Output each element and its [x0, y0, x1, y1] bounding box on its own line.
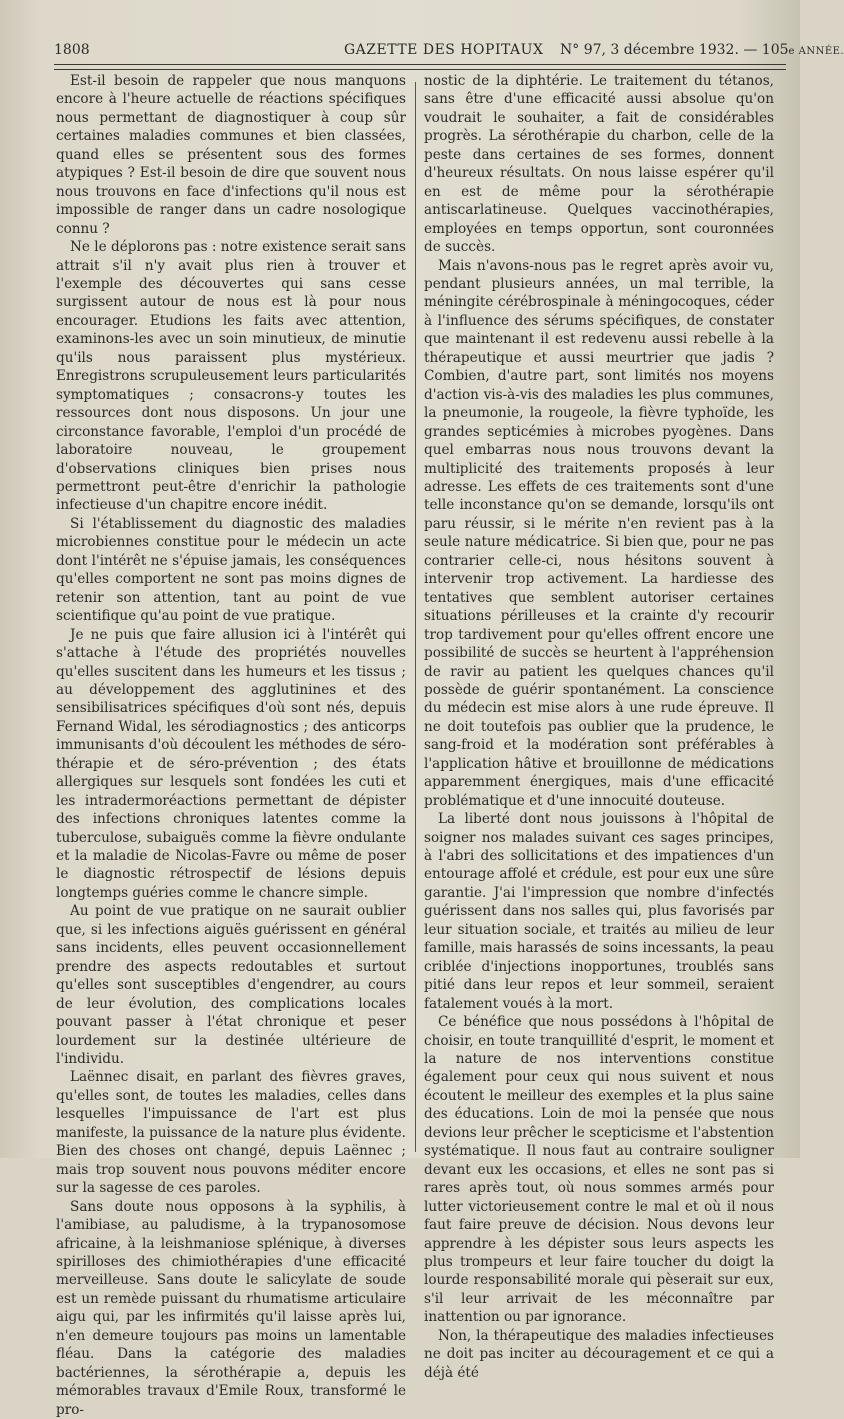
left-column	[56, 72, 406, 1419]
paragraph: Mais n'avons-nous pas le regret après avoir vu, pendant plusieurs années, un mal terrible, la méningite cérébrospinale à méningocoques, céder à l'influence des sérums spécifiques, de constater que maintenant il est redevenu aussi rebelle à la thérapeutique et aussi meurtrier que jadis ? Combien, d'autre part, sont limités nos moyens d'action vis-à-vis des maladies les plus communes, la pneumonie, la rougeole, la fièvre typhoïde, les grandes septicémies à microbes pyogènes. Dans quel embarras nous nous trouvons devant la multiplicité des traitements proposés à leur adresse. Les effets de ces traitements sont d'une telle inconstance qu'on se demande, lorsqu'ils ont paru réussir, si le mérite n'en revient pas à la seule nature médicatrice. Si bien que, pour ne pas contrarier celle-ci, nous hésitons souvent à intervenir trop activement. La hardiesse des tentatives que semblent autoriser certaines situations périlleuses et la crainte d'y recourir trop tardivement pour qu'elles offrent encore une possibilité de succès se heurtent à l'appréhension de ravir au patient les quelques chances qu'il possède de guérir spontanément. La conscience du médecin est mise alors à une rude épreuve. Il ne doit toutefois pas oublier que la prudence, le sang-froid et la modération sont préférables à l'application hâtive et brouillonne de médications apparemment énergiques, mais d'une efficacité problématique et d'une innocuité douteuse.	[424, 257, 774, 809]
paragraph: Laënnec disait, en parlant des fièvres graves, qu'elles sont, de toutes les maladies, celles dans lesquelles l'impuissance de l'art est plus manifeste, la puissance de la nature plus évidente. Bien des choses ont changé, depuis Laënnec ; mais trop souvent nous pouvons méditer encore sur la sagesse de ces paroles.	[56, 1069, 406, 1197]
paragraph: Ce bénéfice que nous possédons à l'hôpital de choisir, en toute tranquillité d'esprit, le moment et la nature de nos interventions constitue également pour ceux qui nous suivent et nous écoutent le meilleur des exemples et la plus saine des éducations. Loin de moi la pensée que nous devions leur prêcher le scepticisme et l'abstention systématique. Il nous faut au contraire souligner devant eux les occasions, et elles ne sont pas si rares après tout, où nous sommes armés pour lutter victorieusement contre le mal et où il nous faut faire preuve de décision. Nous devons leur apprendre à les dépister sous leurs aspects les plus trompeurs et leur faire toucher du doigt la lourde responsabilité morale qui pèserait sur eux, s'il leur arrivait de les méconnaître par inattention ou par ignorance.	[424, 1014, 774, 1326]
journal-title: GAZETTE DES HOPITAUX	[344, 42, 544, 58]
paragraph: Non, la thérapeutique des maladies infectieuses ne doit pas inciter au découragement et ce qui a déjà été	[424, 1327, 774, 1381]
issue-info	[560, 42, 844, 58]
issue-year-suffix: e ANNÉE.	[788, 46, 844, 57]
paragraph: Si l'établissement du diagnostic des maladies microbiennes constitue pour le médecin un acte dont l'intérêt ne s'épuise jamais, les conséquences qu'elles comportent ne sont pas moins dignes de retenir son attention, tant au point de vue scientifique qu'au point de vue pratique.	[56, 515, 406, 625]
header-rule-top	[54, 64, 786, 65]
page-number: 1808	[54, 42, 90, 58]
page-header	[54, 38, 844, 62]
right-column	[424, 72, 774, 1382]
issue-date: N° 97, 3 décembre 1932. — 105	[560, 42, 789, 58]
paragraph: La liberté dont nous jouissons à l'hôpital de soigner nos malades suivant ces sages principes, à l'abri des sollicitations et des impatiences d'un entourage affolé et crédule, est pour eux une sûre garantie. J'ai l'impression que nombre d'infectés guérissent dans nos salles qui, plus favorisés par leur situation sociale, et traités au milieu de leur famille, mais harassés de soins incessants, la peau criblée d'injections inopportunes, troublés sans pitié dans leur repos et leur sommeil, seraient fatalement voués à la mort.	[424, 811, 774, 1012]
header-rule-bottom	[54, 69, 786, 70]
paragraph: Ne le déplorons pas : notre existence serait sans attrait s'il n'y avait plus rien à trouver et l'exemple des découvertes qui sans cesse surgissent autour de nous est là pour nous encourager. Etudions les faits avec attention, examinons-les avec un soin minutieux, de minutie qu'ils nous paraissent plus mystérieux. Enregistrons scrupuleusement leurs particularités symptomatiques ; consacrons-y toutes les ressources dont nous disposons. Un jour une circonstance favorable, l'emploi d'un procédé de laboratoire nouveau, le groupement d'observations cliniques bien prises nous permettront peut-être d'enrichir la pathologie infectieuse d'un chapitre encore inédit.	[56, 239, 406, 514]
paragraph: Je ne puis que faire allusion ici à l'intérêt qui s'attache à l'étude des propriétés nouvelles qu'elles suscitent dans les humeurs et les tissus ; au développement des agglutinines et des sensibilisatrices spécifiques d'où sont nés, depuis Fernand Widal, les sérodiagnostics ; des anticorps immunisants d'où découlent les méthodes de séro-thérapie et de séro-prévention ; des états allergiques sur lesquels sont fondées les cuti et les intradermoréactions permettant de dépister des infections chroniques latentes comme la tuberculose, subaiguës comme la fièvre ondulante et la maladie de Nicolas-Favre ou même de poser le diagnostic rétrospectif de lésions depuis longtemps guéries comme le chancre simple.	[56, 626, 406, 901]
paragraph: Sans doute nous opposons à la syphilis, à l'amibiase, au paludisme, à la trypanosomose africaine, à la leishmaniose splénique, à diverses spirilloses des chimiothérapies d'une efficacité merveilleuse. Sans doute le salicylate de soude est un remède puissant du rhumatisme articulaire aigu qui, par les infirmités qu'il laisse après lui, n'en demeure toujours pas moins un lamentable fléau. Dans la catégorie des maladies bactériennes, la sérothérapie a, depuis les mémorables travaux d'Emile Roux, transformé le pro-	[56, 1198, 406, 1418]
column-divider	[415, 82, 416, 1152]
paragraph: Est-il besoin de rappeler que nous manquons encore à l'heure actuelle de réactions spécifiques nous permettant de diagnostiquer à coup sûr certaines maladies communes et bien classées, quand elles se présentent sous des formes atypiques ? Est-il besoin de dire que souvent nous nous trouvons en face d'infections qu'il nous est impossible de ranger dans un cadre nosologique connu ?	[56, 73, 406, 237]
paragraph: Au point de vue pratique on ne saurait oublier que, si les infections aiguës guérissent en général sans incidents, elles peuvent occasionnellement prendre des aspects redoutables et surtout qu'elles sont susceptibles d'engendrer, au cours de leur évolution, des complications locales pouvant passer à l'état chronique et peser lourdement sur la destinée ultérieure de l'individu.	[56, 903, 406, 1068]
paragraph: nostic de la diphtérie. Le traitement du tétanos, sans être d'une efficacité aussi absolue qu'on voudrait le souhaiter, a fait de considérables progrès. La sérothérapie du charbon, celle de la peste dans certaines de ses formes, donnent d'heureux résultats. On nous laisse espérer qu'il en est de même pour la sérothérapie antiscarlatineuse. Quelques vaccinothérapies, employées en temps opportun, sont couronnées de succès.	[424, 73, 774, 256]
